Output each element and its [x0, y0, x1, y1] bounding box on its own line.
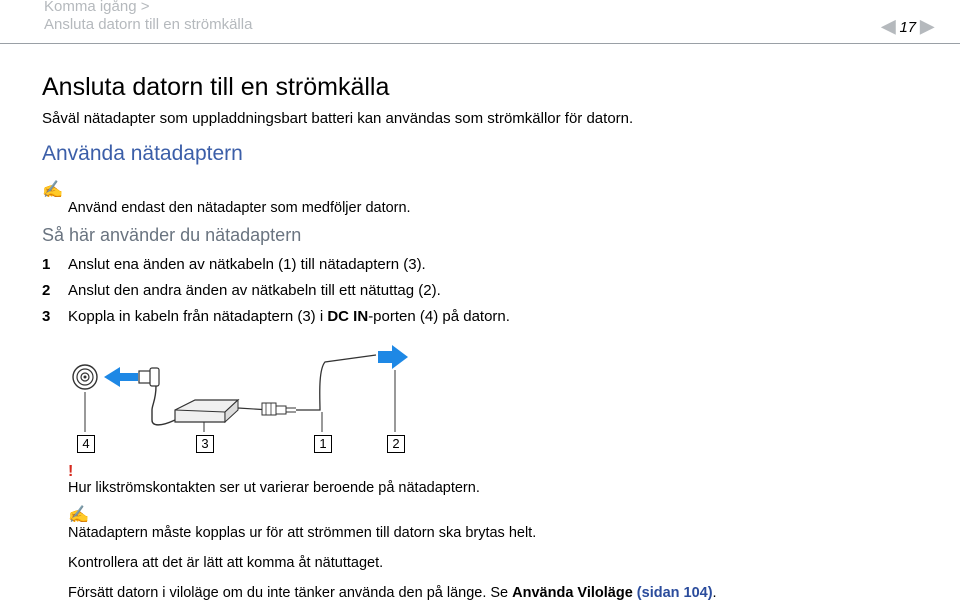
step-text: Anslut ena änden av nätkabeln (1) till nätadaptern (3).	[68, 256, 426, 273]
hibernate-link-title[interactable]: Använda Viloläge	[512, 585, 633, 601]
page-title: Ansluta datorn till en strömkälla	[42, 73, 390, 101]
dc-plug-icon	[139, 368, 175, 425]
note-adapter-only: Använd endast den nätadapter som medföljer datorn.	[68, 200, 411, 216]
howto-title: Så här använder du nätadaptern	[42, 225, 302, 245]
note-hibernate-end: .	[712, 585, 717, 601]
step-text: Koppla in kabeln från nätadaptern (3) i	[68, 308, 328, 325]
section-title: Använda nätadaptern	[42, 142, 243, 165]
intro-text: Såväl nätadapter som uppladdningsbart batteri kan användas som strömkällor för datorn.	[42, 110, 634, 127]
note-hibernate	[68, 585, 717, 601]
next-page-icon[interactable]: ▶	[920, 16, 934, 36]
figure-label-3: 3	[196, 435, 214, 453]
note-pen-icon: ✍	[42, 180, 64, 199]
step-number: 2	[42, 282, 51, 299]
breadcrumb-parent[interactable]: Komma igång >	[44, 0, 150, 15]
step-text: Anslut den andra änden av nätkabeln till ett nätuttag (2).	[68, 282, 441, 299]
dc-in-label: DC IN	[327, 308, 369, 325]
ac-adapter-icon	[175, 400, 238, 422]
step-text-end: -porten (4) på datorn.	[368, 308, 510, 325]
note-outlet-access: Kontrollera att det är lätt att komma åt nätuttaget.	[68, 555, 384, 571]
step-number: 3	[42, 308, 51, 325]
note-unplug: Nätadaptern måste kopplas ur för att strömmen till datorn ska brytas helt.	[68, 525, 537, 541]
figure-label-2: 2	[387, 435, 405, 453]
note-pen-icon-2: ✍	[68, 505, 90, 524]
hibernate-page-link[interactable]: (sidan 104)	[636, 585, 713, 601]
figure-label-1: 1	[314, 435, 332, 453]
breadcrumb-current: Ansluta datorn till en strömkälla	[44, 16, 253, 33]
arrow-right-icon	[378, 345, 408, 369]
power-cord-icon	[238, 355, 376, 415]
arrow-left-icon	[104, 367, 138, 387]
note-hibernate-text: Försätt datorn i viloläge om du inte tänker använda den på länge. Se	[68, 585, 513, 601]
step-number: 1	[42, 256, 51, 273]
prev-page-icon[interactable]: ◀	[881, 16, 896, 36]
page-number: 17	[899, 19, 917, 36]
warning-text: Hur likströmskontakten ser ut varierar beroende på nätadaptern.	[68, 480, 480, 496]
figure-label-4: 4	[77, 435, 95, 453]
dc-in-port-icon	[73, 365, 97, 389]
warning-icon: !	[68, 463, 74, 480]
